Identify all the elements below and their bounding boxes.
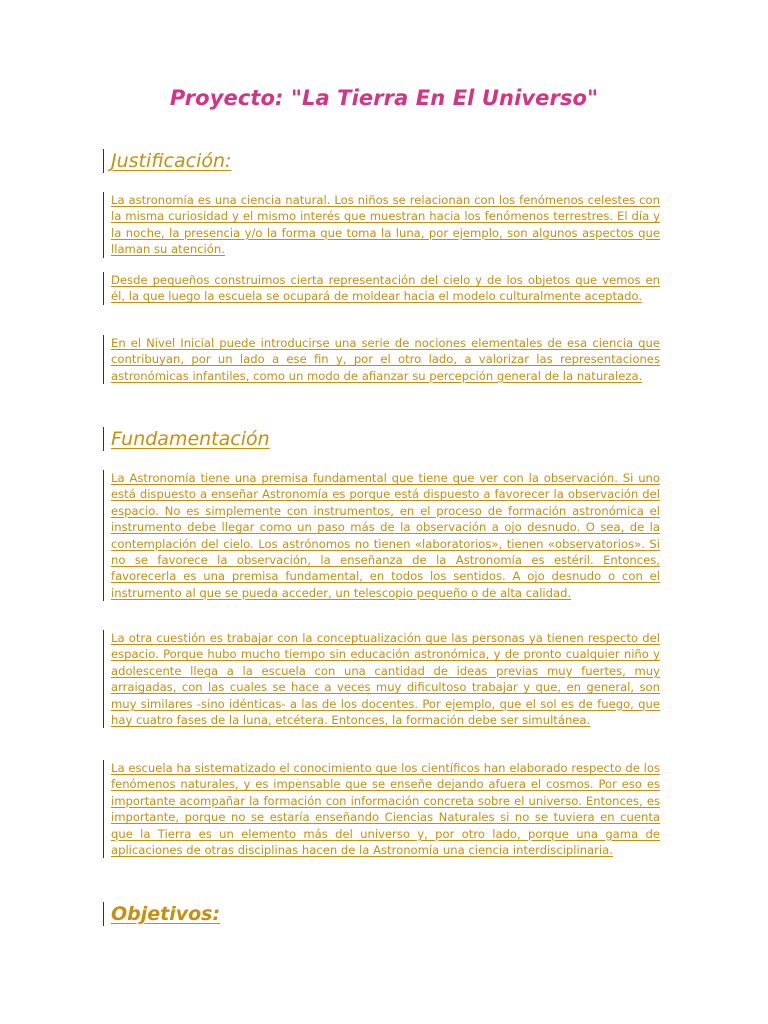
paragraph-fundamentacion-3[interactable]: La escuela ha sistematizado el conocimiento que los científicos han elaborado respecto de los fenómenos naturales, y es impensable que se enseñe dejando afuera el cosmos. Por eso es importante acompañar la formación con información concreta sobre el universo. Entonces, es importante, porque no se estaría enseñando Ciencias Naturales si no se tuviera en cuenta que la Tierra es un elemento más del universo y, por otro lado, porque una gama de aplicaciones de otras disciplinas hacen de la Astronomía una ciencia interdisciplinaria. (103, 760, 660, 858)
heading-objetivos: Objetivos: (103, 902, 220, 926)
paragraph-justificacion-1[interactable]: La astronomía es una ciencia natural. Los niños se relacionan con los fenómenos celestes con la misma curiosidad y el mismo interés que muestran hacia los fenómenos terrestres. El día y la noche, la presencia y/o la forma que toma la luna, por ejemplo, son algunos aspectos que llaman su atención. (103, 192, 660, 258)
paragraph-justificacion-2[interactable]: Desde pequeños construimos cierta representación del cielo y de los objetos que vemos en él, la que luego la escuela se ocupará de moldear hacia el modelo culturalmente aceptado. (103, 272, 660, 305)
page-title: Proyecto: "La Tierra En El Universo" (169, 86, 599, 110)
heading-fundamentacion: Fundamentación (103, 427, 270, 451)
paragraph-fundamentacion-2[interactable]: La otra cuestión es trabajar con la conceptualización que las personas ya tienen respecto del espacio. Porque hubo mucho tiempo sin educación astronómica, y de pronto cualquier niño y adolescente llega a la escuela con una cantidad de ideas previas muy fuertes, muy arraigadas, con las cuales se hace a veces muy dificultoso trabajar y que, en general, son muy similares -sino idénticas- a las de los docentes. Por ejemplo, que el sol es de fuego, que hay cuatro fases de la luna, etcétera. Entonces, la formación debe ser simultánea. (103, 630, 660, 728)
heading-justificacion: Justificación: (103, 149, 231, 173)
paragraph-justificacion-3[interactable]: En el Nivel Inicial puede introducirse una serie de nociones elementales de esa ciencia que contribuyan, por un lado a ese fin y, por el otro lado, a valorizar las representaciones astronómicas infantiles, como un modo de afianzar su percepción general de la naturaleza. (103, 335, 660, 384)
paragraph-fundamentacion-1[interactable]: La Astronomía tiene una premisa fundamental que tiene que ver con la observación. Si uno está dispuesto a enseñar Astronomía es porque está dispuesto a favorecer la observación del espacio. No es simplemente con instrumentos, en el proceso de formación astronómica el instrumento debe llegar como un paso más de la observación a ojo desnudo. O sea, de la contemplación del cielo. Los astrónomos no tienen «laboratorios», tienen «observatorios». Si no se favorece la observación, la enseñanza de la Astronomía es estéril. Entonces, favorecerla es una premisa fundamental, en todos los sentidos. A ojo desnudo o con el instrumento al que se pueda acceder, un telescopio pequeño o de alta calidad. (103, 470, 660, 601)
